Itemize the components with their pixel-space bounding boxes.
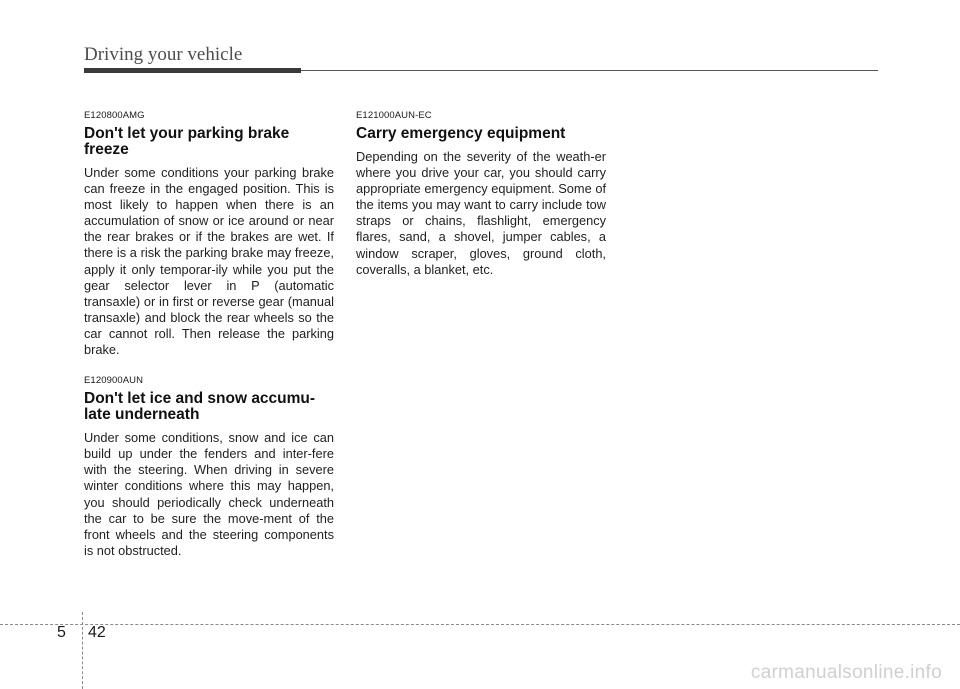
section-body: Depending on the severity of the weath-er where you drive your car, you should carry appropriate emergency equipment. Some of the items you may want to carry include tow straps or chains, flashlight, emergency flares, sand, a shovel, jumper cables, a window scraper, gloves, ground cloth, coveralls, a blanket, etc.	[356, 149, 606, 277]
watermark: carmanualsonline.info	[750, 662, 942, 683]
section-emergency-equipment	[356, 110, 606, 278]
chapter-number: 5	[57, 624, 66, 641]
section-ice-snow	[84, 375, 334, 559]
section-heading: Don't let ice and snow accumu-late underneath	[84, 390, 316, 424]
section-heading: Don't let your parking brake freeze	[84, 125, 290, 158]
footer-divider	[82, 612, 83, 689]
page-number: 42	[88, 624, 106, 641]
left-column	[84, 110, 334, 576]
right-column	[356, 110, 606, 295]
section-body: Under some conditions, snow and ice can build up under the fenders and inter-fere with the steering. When driving in severe winter conditions where this may happen, you should periodically check underneath the car to be sure the move-ment of the front wheels and the steering components is not obstructed.	[84, 430, 334, 558]
footer-rule	[0, 624, 960, 625]
section-parking-brake	[84, 110, 334, 358]
header-rule-accent	[84, 68, 301, 73]
section-heading: Carry emergency equipment	[356, 125, 566, 142]
section-code: E121000AUN-EC	[356, 110, 432, 121]
page-header-title: Driving your vehicle	[84, 44, 243, 65]
section-code: E120900AUN	[84, 375, 144, 387]
section-code: E120800AMG	[84, 110, 145, 121]
section-body: Under some conditions your parking brake can freeze in the engaged position. This is most likely to happen when there is an accumulation of snow or ice around or near the rear brakes or if the brakes are wet. If there is a risk the parking brake may freeze, apply it only temporar-ily while you put the gear selector lever in P (automatic transaxle) or in first or reverse gear (manual transaxle) and block the rear wheels so the car cannot roll. Then release the parking brake.	[84, 165, 334, 358]
